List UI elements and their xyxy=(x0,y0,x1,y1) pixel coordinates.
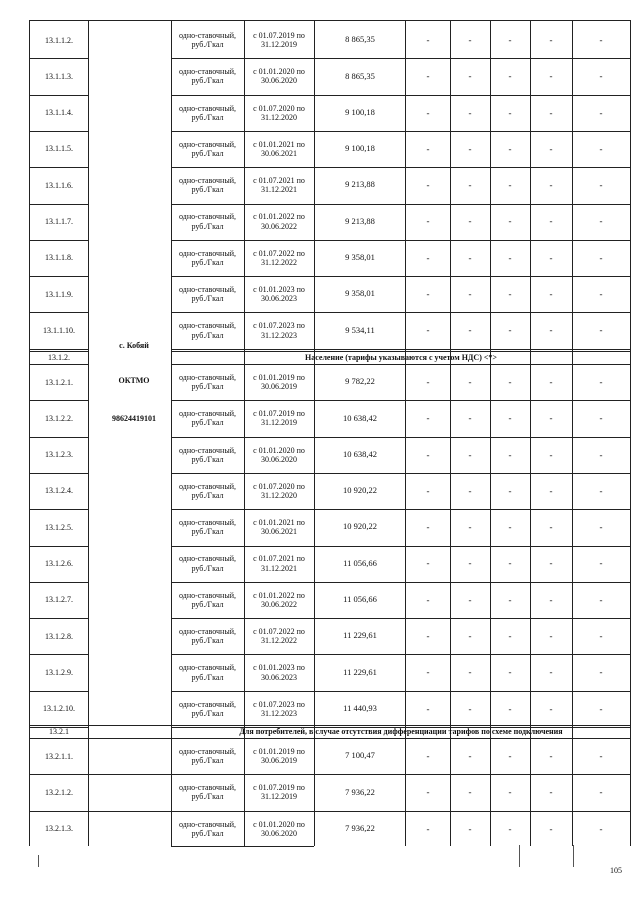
rate-type: одно-ставочный, руб./Гкал xyxy=(179,285,236,304)
empty-cell-dash: - xyxy=(508,413,512,424)
empty-cell-dash: - xyxy=(549,325,553,336)
rate-value: 9 358,01 xyxy=(345,288,375,299)
page-number: 105 xyxy=(610,866,622,875)
empty-cell-dash: - xyxy=(549,750,553,761)
empty-cell-dash: - xyxy=(599,522,603,533)
empty-cell-dash: - xyxy=(549,107,553,118)
empty-cell-dash: - xyxy=(426,180,430,191)
row-index: 13.1.2.4. xyxy=(45,486,73,496)
empty-cell-dash: - xyxy=(599,631,603,642)
empty-cell-dash: - xyxy=(549,449,553,460)
scan-mark xyxy=(519,845,520,867)
rate-value: 9 782,22 xyxy=(345,376,375,387)
place-label: с. Кобяй xyxy=(119,341,149,350)
empty-cell-dash: - xyxy=(468,413,472,424)
empty-cell-dash: - xyxy=(426,522,430,533)
empty-cell-dash: - xyxy=(426,750,430,761)
rate-value: 9 100,18 xyxy=(345,106,375,117)
rate-type: одно-ставочный, руб./Гкал xyxy=(179,819,236,838)
row-index: 13.1.1.2. xyxy=(45,35,73,45)
empty-cell-dash: - xyxy=(508,558,512,569)
rate-period: с 01.01.2019 по 30.06.2019 xyxy=(253,372,305,392)
empty-cell-dash: - xyxy=(426,143,430,154)
empty-cell-dash: - xyxy=(426,107,430,118)
rate-period: с 01.01.2020 по 30.06.2020 xyxy=(253,445,305,464)
rate-value: 10 920,22 xyxy=(343,521,377,532)
rate-type: одно-ставочный, руб./Гкал xyxy=(179,30,236,50)
rate-value: 10 638,42 xyxy=(343,448,377,459)
empty-cell-dash: - xyxy=(468,180,472,191)
row-index: 13.1.2.7. xyxy=(45,595,73,605)
row-index: 13.1.2.9. xyxy=(45,667,73,677)
table-border xyxy=(572,20,573,846)
empty-cell-dash: - xyxy=(468,823,472,834)
rate-period: с 01.07.2020 по 31.12.2020 xyxy=(253,481,305,501)
empty-cell-dash: - xyxy=(468,449,472,460)
empty-cell-dash: - xyxy=(508,71,512,82)
empty-cell-dash: - xyxy=(549,485,553,496)
row-index: 13.1.1.8. xyxy=(45,253,73,263)
empty-cell-dash: - xyxy=(468,667,472,678)
empty-cell-dash: - xyxy=(599,180,603,191)
empty-cell-dash: - xyxy=(468,289,472,300)
rate-type: одно-ставочный, руб./Гкал xyxy=(179,248,236,267)
rate-period: с 01.07.2023 по 31.12.2023 xyxy=(253,699,305,718)
empty-cell-dash: - xyxy=(599,594,603,605)
rate-period: с 01.01.2023 по 30.06.2023 xyxy=(253,663,305,682)
rate-period: с 01.01.2021 по 30.06.2021 xyxy=(253,139,305,159)
empty-cell-dash: - xyxy=(599,558,603,569)
empty-cell-dash: - xyxy=(508,376,512,387)
empty-cell-dash: - xyxy=(549,594,553,605)
empty-cell-dash: - xyxy=(549,558,553,569)
rate-value: 11 056,66 xyxy=(343,594,377,605)
row-index: 13.1.2.2. xyxy=(45,413,73,423)
empty-cell-dash: - xyxy=(549,667,553,678)
empty-cell-dash: - xyxy=(426,34,430,45)
table-border xyxy=(405,20,406,846)
rate-type: одно-ставочный, руб./Гкал xyxy=(179,746,236,766)
empty-cell-dash: - xyxy=(508,823,512,834)
empty-cell-dash: - xyxy=(549,71,553,82)
rate-value: 9 534,11 xyxy=(345,324,375,335)
rate-value: 11 229,61 xyxy=(343,630,377,641)
rate-type: одно-ставочный, руб./Гкал xyxy=(179,67,236,86)
empty-cell-dash: - xyxy=(508,180,512,191)
section-index: 13.2.1 xyxy=(49,727,69,737)
empty-cell-dash: - xyxy=(508,289,512,300)
empty-cell-dash: - xyxy=(468,787,472,798)
row-index: 13.1.1.5. xyxy=(45,144,73,154)
empty-cell-dash: - xyxy=(426,289,430,300)
empty-cell-dash: - xyxy=(508,107,512,118)
empty-cell-dash: - xyxy=(468,143,472,154)
rate-value: 11 229,61 xyxy=(343,666,377,677)
rate-period: с 01.01.2023 по 30.06.2023 xyxy=(253,285,305,304)
rate-value: 11 440,93 xyxy=(343,702,377,713)
empty-cell-dash: - xyxy=(508,485,512,496)
table-border xyxy=(630,20,631,846)
rate-type: одно-ставочный, руб./Гкал xyxy=(179,481,236,501)
empty-cell-dash: - xyxy=(426,594,430,605)
rate-type: одно-ставочный, руб./Гкал xyxy=(179,212,236,231)
rate-period: с 01.07.2023 по 31.12.2023 xyxy=(253,321,305,340)
empty-cell-dash: - xyxy=(599,413,603,424)
row-index: 13.1.2.5. xyxy=(45,522,73,532)
empty-cell-dash: - xyxy=(426,703,430,714)
rate-value: 8 865,35 xyxy=(345,34,375,45)
section-title: Население (тарифы указываются с учетом НДС) <*> xyxy=(305,353,497,362)
empty-cell-dash: - xyxy=(508,522,512,533)
row-index: 13.1.2.3. xyxy=(45,450,73,460)
rate-type: одно-ставочный, руб./Гкал xyxy=(179,663,236,682)
empty-cell-dash: - xyxy=(426,216,430,227)
empty-cell-dash: - xyxy=(599,703,603,714)
empty-cell-dash: - xyxy=(549,631,553,642)
empty-cell-dash: - xyxy=(599,289,603,300)
table-border xyxy=(29,20,630,21)
empty-cell-dash: - xyxy=(549,216,553,227)
empty-cell-dash: - xyxy=(468,703,472,714)
empty-cell-dash: - xyxy=(508,631,512,642)
empty-cell-dash: - xyxy=(508,34,512,45)
empty-cell-dash: - xyxy=(549,823,553,834)
empty-cell-dash: - xyxy=(599,34,603,45)
rate-value: 7 100,47 xyxy=(345,750,375,761)
empty-cell-dash: - xyxy=(549,34,553,45)
rate-type: одно-ставочный, руб./Гкал xyxy=(179,783,236,802)
empty-cell-dash: - xyxy=(549,180,553,191)
empty-cell-dash: - xyxy=(468,71,472,82)
row-index: 13.1.2.1. xyxy=(45,377,73,387)
rate-period: с 01.07.2019 по 31.12.2019 xyxy=(253,30,305,50)
empty-cell-dash: - xyxy=(468,107,472,118)
rate-period: с 01.07.2021 по 31.12.2021 xyxy=(253,176,305,195)
row-index: 13.1.2.10. xyxy=(43,704,75,714)
empty-cell-dash: - xyxy=(508,594,512,605)
rate-type: одно-ставочный, руб./Гкал xyxy=(179,409,236,428)
empty-cell-dash: - xyxy=(468,631,472,642)
empty-cell-dash: - xyxy=(549,143,553,154)
rate-period: с 01.07.2019 по 31.12.2019 xyxy=(253,783,305,802)
rate-value: 10 920,22 xyxy=(343,485,377,496)
row-index: 13.1.1.9. xyxy=(45,289,73,299)
rate-type: одно-ставочный, руб./Гкал xyxy=(179,321,236,340)
empty-cell-dash: - xyxy=(508,667,512,678)
empty-cell-dash: - xyxy=(468,325,472,336)
empty-cell-dash: - xyxy=(426,376,430,387)
empty-cell-dash: - xyxy=(599,750,603,761)
empty-cell-dash: - xyxy=(549,252,553,263)
empty-cell-dash: - xyxy=(549,413,553,424)
empty-cell-dash: - xyxy=(599,252,603,263)
rate-type: одно-ставочный, руб./Гкал xyxy=(179,176,236,195)
rate-value: 7 936,22 xyxy=(345,786,375,797)
empty-cell-dash: - xyxy=(599,787,603,798)
row-index: 13.1.1.4. xyxy=(45,108,73,118)
empty-cell-dash: - xyxy=(468,376,472,387)
rate-value: 9 358,01 xyxy=(345,252,375,263)
rate-period: с 01.01.2021 по 30.06.2021 xyxy=(253,518,305,537)
table-border xyxy=(88,20,89,846)
empty-cell-dash: - xyxy=(599,143,603,154)
rate-value: 9 213,88 xyxy=(345,215,375,226)
empty-cell-dash: - xyxy=(599,485,603,496)
rate-type: одно-ставочный, руб./Гкал xyxy=(179,103,236,122)
row-index: 13.1.1.7. xyxy=(45,217,73,227)
empty-cell-dash: - xyxy=(599,823,603,834)
rate-type: одно-ставочный, руб./Гкал xyxy=(179,627,236,646)
empty-cell-dash: - xyxy=(508,143,512,154)
rate-period: с 01.01.2020 по 30.06.2020 xyxy=(253,819,305,838)
rate-type: одно-ставочный, руб./Гкал xyxy=(179,590,236,609)
empty-cell-dash: - xyxy=(468,216,472,227)
empty-cell-dash: - xyxy=(468,485,472,496)
empty-cell-dash: - xyxy=(508,787,512,798)
rate-type: одно-ставочный, руб./Гкал xyxy=(179,518,236,537)
rate-value: 8 865,35 xyxy=(345,70,375,81)
scan-mark xyxy=(38,855,39,867)
scan-mark xyxy=(573,845,574,867)
row-index: 13.2.1.2. xyxy=(45,787,73,797)
rate-type: одно-ставочный, руб./Гкал xyxy=(179,699,236,718)
empty-cell-dash: - xyxy=(426,631,430,642)
empty-cell-dash: - xyxy=(468,34,472,45)
empty-cell-dash: - xyxy=(508,325,512,336)
empty-cell-dash: - xyxy=(508,216,512,227)
empty-cell-dash: - xyxy=(426,252,430,263)
empty-cell-dash: - xyxy=(508,703,512,714)
section-index: 13.1.2. xyxy=(48,353,70,363)
empty-cell-dash: - xyxy=(426,325,430,336)
rate-type: одно-ставочный, руб./Гкал xyxy=(179,445,236,464)
rate-period: с 01.07.2021 по 31.12.2021 xyxy=(253,554,305,573)
empty-cell-dash: - xyxy=(508,449,512,460)
empty-cell-dash: - xyxy=(426,485,430,496)
rate-period: с 01.07.2022 по 31.12.2022 xyxy=(253,627,305,646)
empty-cell-dash: - xyxy=(549,376,553,387)
row-index: 13.2.1.3. xyxy=(45,824,73,834)
empty-cell-dash: - xyxy=(426,823,430,834)
empty-cell-dash: - xyxy=(468,594,472,605)
empty-cell-dash: - xyxy=(599,71,603,82)
empty-cell-dash: - xyxy=(468,252,472,263)
rate-period: с 01.07.2022 по 31.12.2022 xyxy=(253,248,305,267)
empty-cell-dash: - xyxy=(508,252,512,263)
empty-cell-dash: - xyxy=(426,787,430,798)
empty-cell-dash: - xyxy=(426,449,430,460)
empty-cell-dash: - xyxy=(599,376,603,387)
empty-cell-dash: - xyxy=(468,522,472,533)
rate-value: 10 638,42 xyxy=(343,412,377,423)
rate-period: с 01.01.2019 по 30.06.2019 xyxy=(253,746,305,766)
empty-cell-dash: - xyxy=(508,750,512,761)
row-index: 13.1.1.3. xyxy=(45,71,73,81)
empty-cell-dash: - xyxy=(599,325,603,336)
rate-value: 11 056,66 xyxy=(343,557,377,568)
empty-cell-dash: - xyxy=(549,787,553,798)
rate-type: одно-ставочный, руб./Гкал xyxy=(179,372,236,392)
rate-period: с 01.01.2022 по 30.06.2022 xyxy=(253,590,305,609)
rate-value: 7 936,22 xyxy=(345,822,375,833)
empty-cell-dash: - xyxy=(599,667,603,678)
rate-period: с 01.07.2020 по 31.12.2020 xyxy=(253,103,305,122)
rate-period: с 01.07.2019 по 31.12.2019 xyxy=(253,409,305,428)
row-index: 13.1.1.10. xyxy=(43,325,75,335)
rate-period: с 01.01.2022 по 30.06.2022 xyxy=(253,212,305,231)
oktmo-label: ОКТМО xyxy=(118,376,150,385)
section-title: Для потребителей, в случае отсутствия дифференциации тарифов по схеме подключения xyxy=(239,727,563,736)
row-index: 13.1.2.8. xyxy=(45,631,73,641)
empty-cell-dash: - xyxy=(426,667,430,678)
rate-period: с 01.01.2020 по 30.06.2020 xyxy=(253,67,305,86)
rate-type: одно-ставочный, руб./Гкал xyxy=(179,554,236,573)
empty-cell-dash: - xyxy=(426,413,430,424)
rate-value: 9 213,88 xyxy=(345,179,375,190)
row-index: 13.1.1.6. xyxy=(45,180,73,190)
empty-cell-dash: - xyxy=(468,750,472,761)
row-index: 13.1.2.6. xyxy=(45,559,73,569)
empty-cell-dash: - xyxy=(599,216,603,227)
empty-cell-dash: - xyxy=(549,289,553,300)
empty-cell-dash: - xyxy=(599,449,603,460)
empty-cell-dash: - xyxy=(599,107,603,118)
empty-cell-dash: - xyxy=(426,558,430,569)
empty-cell-dash: - xyxy=(468,558,472,569)
empty-cell-dash: - xyxy=(549,522,553,533)
table-border xyxy=(171,351,630,352)
rate-type: одно-ставочный, руб./Гкал xyxy=(179,139,236,159)
empty-cell-dash: - xyxy=(426,71,430,82)
oktmo-code: 98624419101 xyxy=(112,414,156,423)
rate-value: 9 100,18 xyxy=(345,143,375,154)
empty-cell-dash: - xyxy=(549,703,553,714)
row-index: 13.2.1.1. xyxy=(45,751,73,761)
